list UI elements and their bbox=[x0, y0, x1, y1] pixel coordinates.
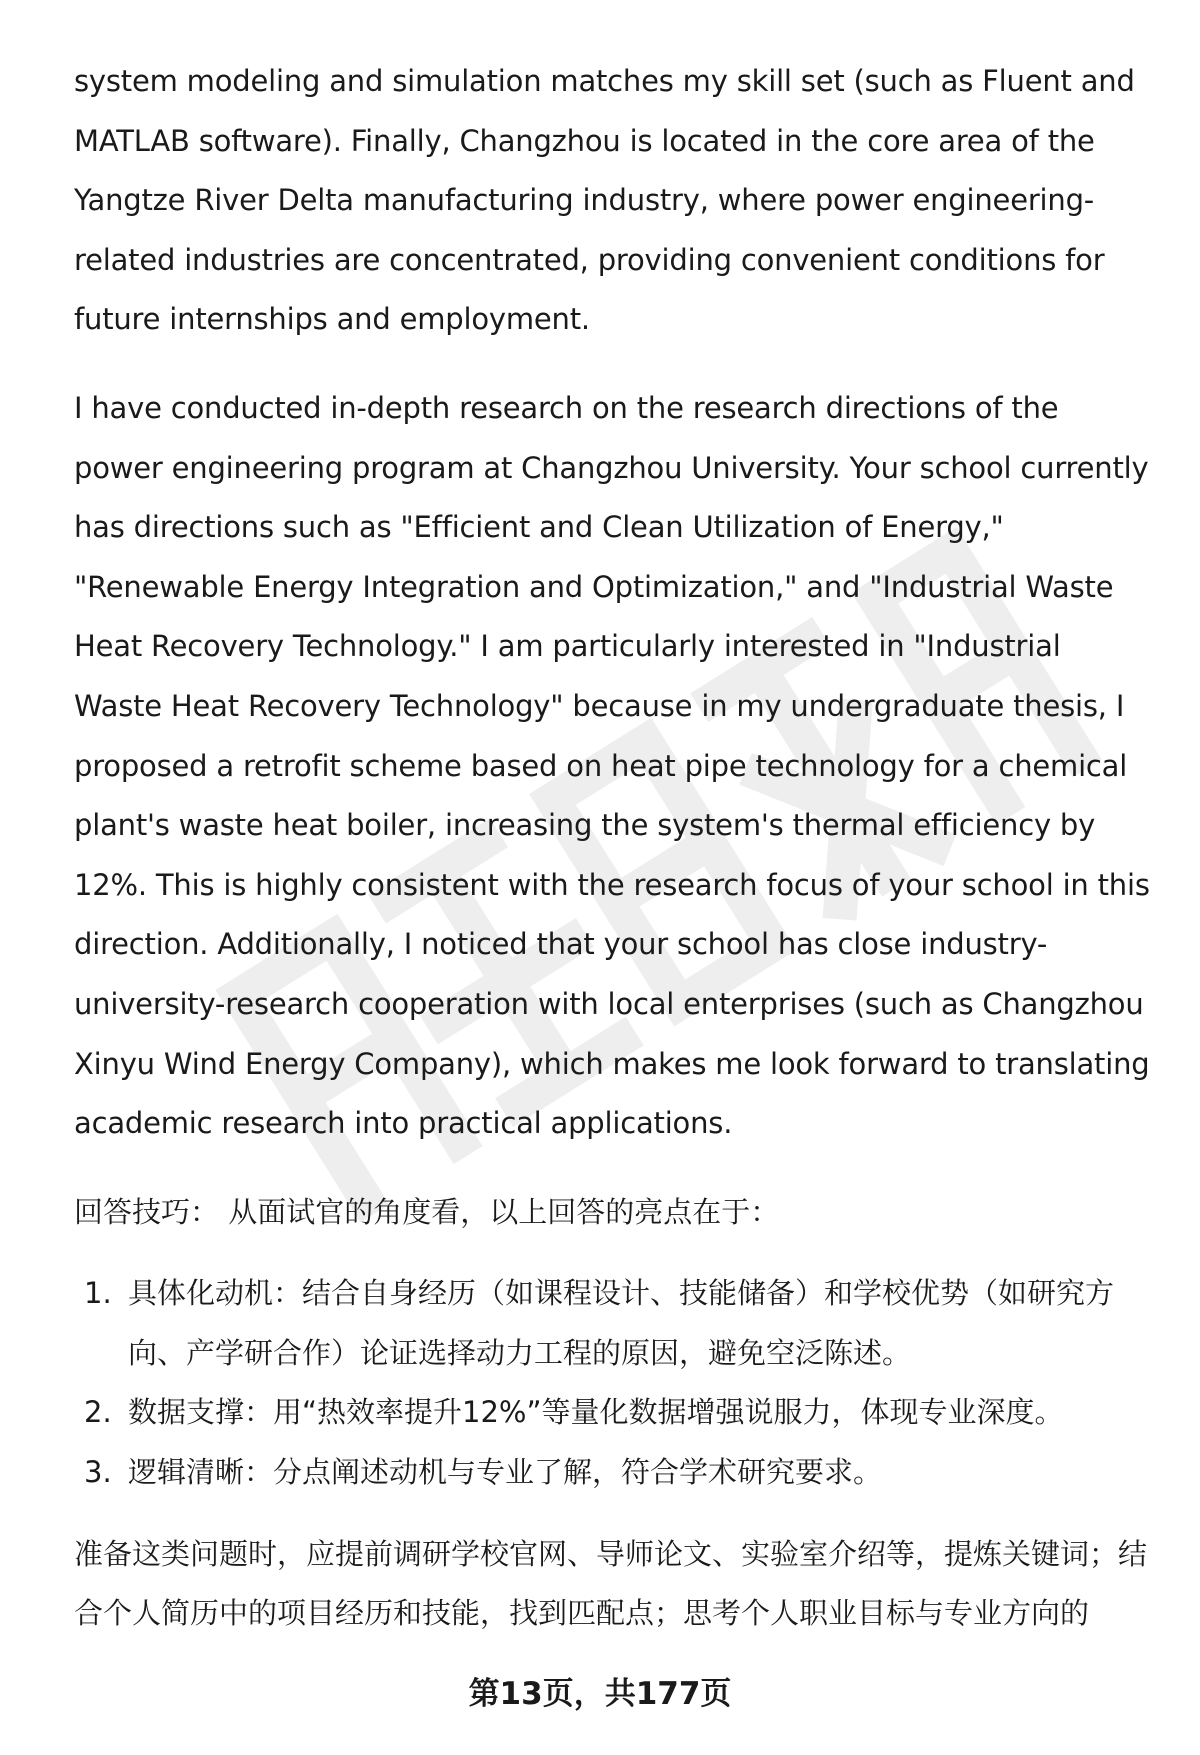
tips-list-item bbox=[74, 1264, 1156, 1383]
tips-list-item bbox=[74, 1443, 1156, 1503]
body-paragraph-1: system modeling and simulation matches my skill set (such as Fluent and MATLAB software). Finally, Changzhou is located in the core area of the Yangtze River Delta manufacturing industry, where power engineering-related industries are concentrated, providing convenient conditions for future internships and employment. bbox=[74, 64, 1135, 337]
body-paragraph-2: I have conducted in-depth research on the research directions of the power engineering program at Changzhou University. Your school currently has directions such as "Efficient and Clean Utilization of Energy," "Renewable Energy Integration and Optimization," and "Industrial Waste Heat Recovery Technology." I am particularly interested in "Industrial Waste Heat Recovery Technology" because in my undergraduate thesis, I proposed a retrofit scheme based on heat pipe technology for a chemical plant's waste heat boiler, increasing the system's thermal efficiency by 12%. This is highly consistent with the research focus of your school in this direction. Additionally, I noticed that your school has close industry-university-research cooperation with local enterprises (such as Changzhou Xinyu Wind Energy Company), which makes me look forward to translating academic research into practical applications. bbox=[74, 390, 1150, 1141]
list-number: 3. bbox=[84, 1455, 112, 1490]
list-item-text: 逻辑清晰：分点阐述动机与专业了解，符合学术研究要求。 bbox=[128, 1455, 883, 1490]
list-number: 2. bbox=[84, 1395, 112, 1430]
closing-paragraph: 准备这类问题时，应提前调研学校官网、导师论文、实验室介绍等，提炼关键词；结合个人简历中的项目经历和技能，找到匹配点；思考个人职业目标与专业方向的 bbox=[74, 1536, 1148, 1631]
tips-list bbox=[74, 1264, 1156, 1502]
tips-list-item bbox=[74, 1383, 1156, 1443]
page-number-footer: 第13页，共177页 bbox=[468, 1676, 732, 1712]
list-item-text: 数据支撑：用“热效率提升12%”等量化数据增强说服力，体现专业深度。 bbox=[128, 1395, 1064, 1430]
list-item-text: 具体化动机：结合自身经历（如课程设计、技能储备）和学校优势（如研究方向、产学研合作）论证选择动力工程的原因，避免空泛陈述。 bbox=[128, 1276, 1115, 1370]
document-page bbox=[74, 52, 1156, 1666]
list-number: 1. bbox=[84, 1276, 112, 1311]
tips-intro: 回答技巧： 从面试官的角度看，以上回答的亮点在于： bbox=[74, 1194, 780, 1229]
